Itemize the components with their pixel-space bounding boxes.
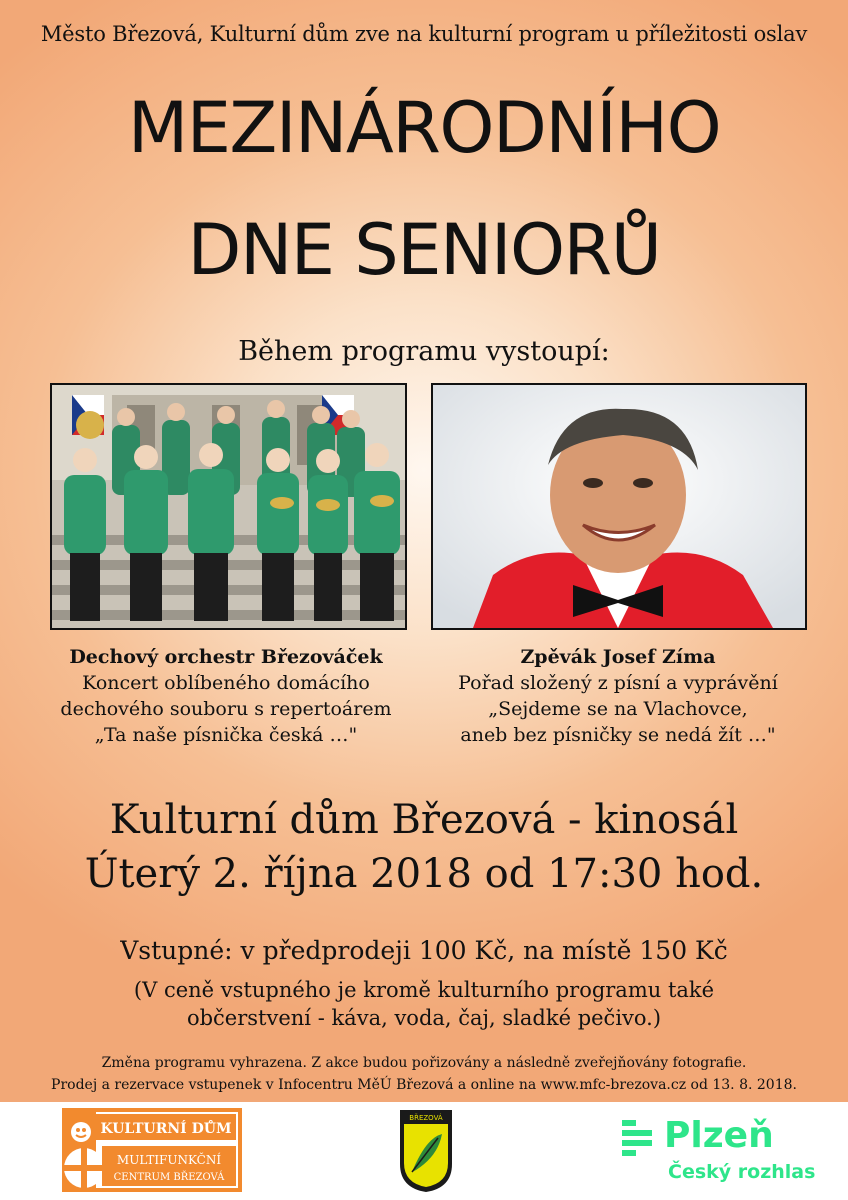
performers-heading: Během programu vystoupí:	[238, 336, 610, 367]
radio-name: Plzeň	[664, 1115, 774, 1156]
performer-1-line-2: dechového souboru s repertoárem	[60, 698, 392, 720]
intro-text: Město Březová, Kulturní dům zve na kulturní program u příležitosti oslav	[40, 22, 808, 46]
singer-photo	[431, 383, 807, 630]
performer-1-line-3: „Ta naše písnička česká …"	[94, 724, 358, 746]
venue: Kulturní dům Březová - kinosál	[109, 797, 739, 843]
kulturni-dum-logo	[62, 1108, 242, 1192]
admission-includes-line-2: občerstvení - káva, voda, čaj, sladké pečivo.)	[186, 1006, 662, 1030]
performer-2-name: Zpěvák Josef Zíma	[520, 646, 716, 668]
performer-2-caption	[418, 644, 818, 748]
brezova-crest-logo	[398, 1108, 454, 1194]
performer-2-line-2: „Sejdeme se na Vlachovce,	[488, 698, 748, 720]
admission-price: Vstupné: v předprodeji 100 Kč, na místě 150 Kč	[120, 936, 728, 965]
performer-2-line-1: Pořad složený z písní a vyprávění	[458, 672, 778, 694]
performer-2-line-3: aneb bez písničky se nedá žít …"	[460, 724, 776, 746]
logo-footer	[0, 1102, 848, 1200]
footnote-line-1: Změna programu vyhrazena. Z akce budou pořizovány a následně zveřejňovány fotografie.	[101, 1055, 747, 1071]
performer-1-line-1: Koncert oblíbeného domácího	[82, 672, 370, 694]
title-line-1: MEZINÁRODNÍHO	[127, 87, 721, 169]
cesky-rozhlas-plzen-logo	[620, 1112, 820, 1192]
performer-1-caption	[26, 644, 426, 748]
radio-bars-icon	[622, 1120, 654, 1156]
event-datetime: Úterý 2. října 2018 od 17:30 hod.	[84, 851, 764, 897]
performer-1-name: Dechový orchestr Březováček	[69, 646, 383, 668]
admission-includes-line-1: (V ceně vstupného je kromě kulturního programu také	[133, 978, 715, 1002]
kd-logo-top-text: KULTURNÍ DŮM	[100, 1121, 232, 1137]
footnote	[0, 1052, 848, 1096]
kd-logo-bottom-text: CENTRUM BŘEZOVÁ	[113, 1172, 225, 1183]
band-photo	[50, 383, 407, 630]
kd-logo-mid-text: MULTIFUNKČNÍ	[116, 1153, 222, 1167]
crest-label: BŘEZOVÁ	[409, 1114, 443, 1122]
radio-sub: Český rozhlas	[668, 1161, 816, 1183]
footnote-line-2: Prodej a rezervace vstupenek v Infocentru MěÚ Březová a online na www.mfc-brezova.cz od 13. 8. 2018.	[51, 1077, 797, 1093]
title-line-2: DNE SENIORŮ	[187, 209, 661, 291]
admission-includes	[0, 976, 848, 1032]
